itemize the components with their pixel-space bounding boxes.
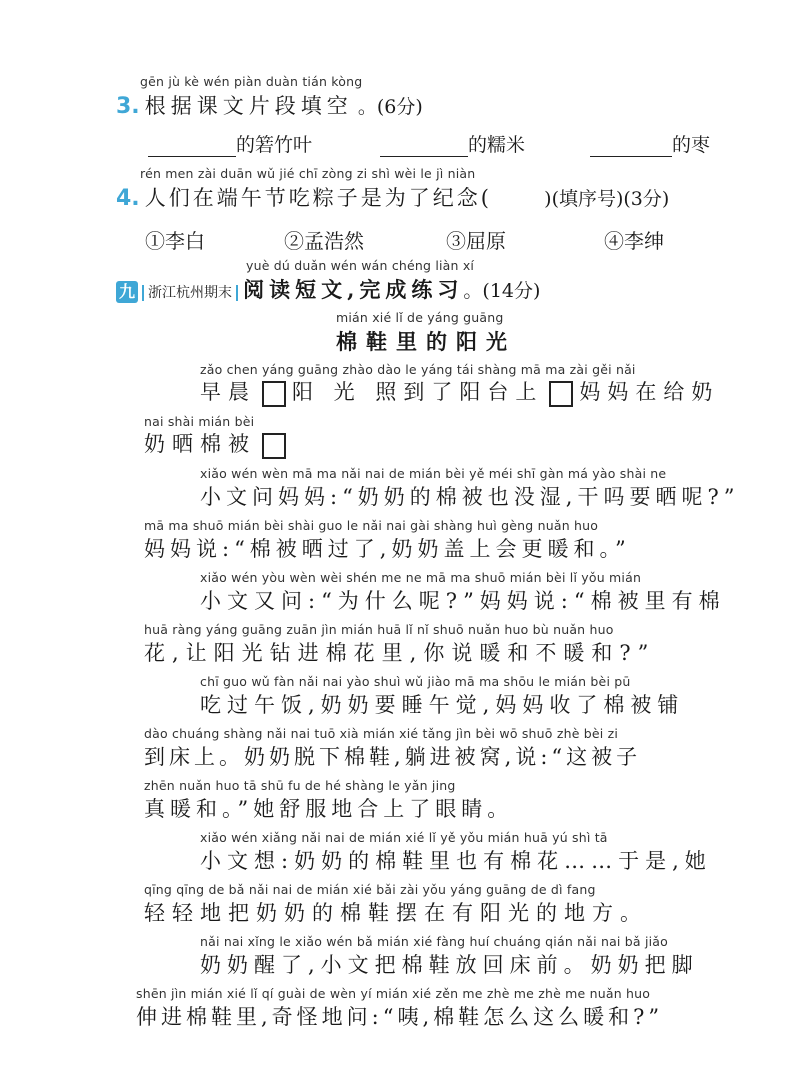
sec9-title: 阅读短文,完成练习 [243, 277, 464, 302]
q3-blank-3-label: 的枣 [672, 134, 711, 156]
q4-option-1: ①李白 [145, 229, 205, 253]
q4-question [116, 182, 669, 212]
q3-number: 3. [116, 94, 140, 119]
q3-blank-row-2 [380, 130, 525, 157]
line-1-seg-1: 早晨 [200, 380, 256, 404]
line-4-pinyin: mā ma shuō mián bèi shài guo le nǎi nai gài shàng huì gèng nuǎn huo [144, 518, 599, 533]
line-6: 花,让阳光钻进棉花里,你说暖和不暖和?” [144, 641, 656, 665]
punct-box-3[interactable] [262, 433, 286, 459]
sec9-score: 。(14分) [463, 280, 541, 302]
line-7-pinyin: chī guo wǔ fàn nǎi nai yào shuì wǔ jiào mā ma shōu le mián bèi pū [200, 674, 631, 689]
line-8: 到床上。奶奶脱下棉鞋,躺进被窝,说:“这被子 [144, 745, 642, 769]
q4-option-2: ②孟浩然 [284, 229, 364, 253]
sec9-source-tag: 浙江杭州期末 [142, 285, 238, 301]
line-9-pinyin: zhēn nuǎn huo tā shū fu de hé shàng le yǎn jing [144, 778, 456, 793]
line-3-pinyin: xiǎo wén wèn mā ma nǎi nai de mián bèi yě méi shī gàn má yào shài ne [200, 466, 667, 481]
q3-blank-2-label: 的糯米 [468, 134, 526, 156]
line-12: 奶奶醒了,小文把棉鞋放回床前。奶奶把脚 [200, 953, 699, 977]
line-1-seg-2: 阳 光 照到了阳台上 [292, 380, 544, 404]
line-1-seg-3: 妈妈在给奶 [579, 380, 720, 404]
story-title: 棉鞋里的阳光 [336, 329, 516, 354]
q3-question [116, 90, 423, 120]
line-5-pinyin: xiǎo wén yòu wèn wèi shén me ne mā ma shuō mián bèi lǐ yǒu mián [200, 570, 642, 585]
q3-blank-2[interactable] [380, 136, 468, 157]
story-title-pinyin: mián xié lǐ de yáng guāng [336, 310, 504, 325]
line-12-pinyin: nǎi nai xǐng le xiǎo wén bǎ mián xié fàng huí chuáng qián nǎi nai bǎ jiǎo [200, 934, 668, 949]
q3-blank-3[interactable] [590, 136, 672, 157]
line-7: 吃过午饭,奶奶要睡午觉,妈妈收了棉被铺 [200, 693, 685, 717]
line-3: 小文问妈妈:“奶奶的棉被也没湿,干吗要晒呢?” [200, 485, 740, 509]
sec9-badge: 九 [116, 281, 138, 303]
sec9-header [116, 274, 540, 304]
line-5: 小文又问:“为什么呢?”妈妈说:“棉被里有棉 [200, 589, 726, 613]
q4-option-4: ④李绅 [604, 229, 664, 253]
q4-number: 4. [116, 186, 140, 211]
line-6-pinyin: huā ràng yáng guāng zuān jìn mián huā lǐ nǐ shuō nuǎn huo bù nuǎn huo [144, 622, 614, 637]
line-4: 妈妈说:“棉被晒过了,奶奶盖上会更暖和。” [144, 537, 631, 561]
line-1 [200, 376, 719, 407]
punct-box-2[interactable] [549, 381, 573, 407]
q3-blank-row-3 [590, 130, 710, 157]
line-11-pinyin: qīng qīng de bǎ nǎi nai de mián xié bǎi zài yǒu yáng guāng de dì fang [144, 882, 596, 897]
punct-box-1[interactable] [262, 381, 286, 407]
q3-blank-1-label: 的箬竹叶 [236, 134, 313, 156]
line-10: 小文想:奶奶的棉鞋里也有棉花……于是,她 [200, 849, 712, 873]
q4-option-3: ③屈原 [446, 229, 506, 253]
line-10-pinyin: xiǎo wén xiǎng nǎi nai de mián xié lǐ yě yǒu mián huā yú shì tā [200, 830, 608, 845]
line-8-pinyin: dào chuáng shàng nǎi nai tuō xià mián xié tǎng jìn bèi wō shuō zhè bèi zi [144, 726, 619, 741]
line-2-pinyin: nai shài mián bèi [144, 414, 255, 429]
q3-blank-1[interactable] [148, 136, 236, 157]
q4-text: 人们在端午节吃粽子是为了纪念( [144, 186, 492, 210]
line-9: 真暖和。”她舒服地合上了眼睛。 [144, 797, 514, 821]
q4-score: )(填序号)(3分) [544, 188, 670, 210]
line-2-seg-1: 奶晒棉被 [144, 432, 256, 456]
line-11: 轻轻地把奶奶的棉鞋摆在有阳光的地方。 [144, 901, 648, 925]
q3-pinyin: gēn jù kè wén piàn duàn tián kòng [140, 74, 363, 89]
line-13-pinyin: shēn jìn mián xié lǐ qí guài de wèn yí mián xié zěn me zhè me zhè me nuǎn huo [136, 986, 651, 1001]
q3-text: 根据课文片段填空 [144, 94, 353, 118]
line-2 [144, 428, 292, 459]
q4-pinyin: rén men zài duān wǔ jié chī zòng zi shì wèi le jì niàn [140, 166, 476, 181]
sec9-pinyin: yuè dú duǎn wén wán chéng liàn xí [246, 258, 475, 273]
q3-blank-row [148, 130, 312, 157]
q3-score: 。(6分) [357, 96, 423, 118]
line-13: 伸进棉鞋里,奇怪地问:“咦,棉鞋怎么这么暖和?” [136, 1005, 664, 1029]
line-1-pinyin: zǎo chen yáng guāng zhào dào le yáng tái shàng mā ma zài gěi nǎi [200, 362, 636, 377]
